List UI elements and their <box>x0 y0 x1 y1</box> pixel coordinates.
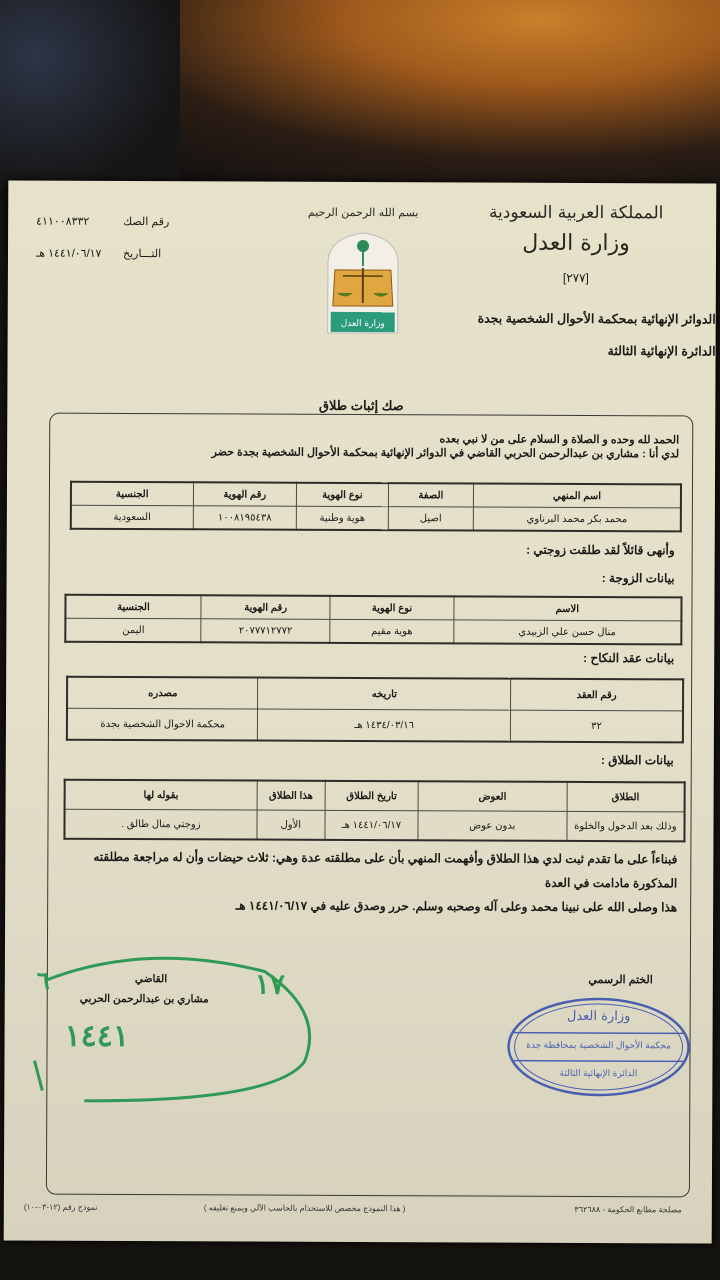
background-carpet-dark <box>0 0 180 190</box>
cell: هوية وطنية <box>297 506 389 530</box>
ruling-text-continued: المذكورة مادامت في العدة <box>544 875 678 891</box>
form-usage-notice: ( هذا النموذج مخصص للاستخدام بالحاسب الآلي ويمنع تغليفه ) <box>203 1203 406 1214</box>
cell: منال حسن علي الزبيدي <box>453 620 681 644</box>
header-cell: رقم الهوية <box>201 595 330 619</box>
cell: ١٤٤١/٠٦/١٧ هـ <box>325 810 418 840</box>
cell: محكمة الاحوال الشخصية بجدة <box>67 708 258 740</box>
marriage-contract-table <box>66 676 684 744</box>
date-label: التـــاريخ <box>122 247 162 261</box>
wife-table <box>64 594 682 646</box>
cell: ١٠٠٨١٩٥٤٣٨ <box>193 506 297 530</box>
cell: اليمن <box>65 618 201 642</box>
header-cell: العوض <box>418 781 567 811</box>
ministry-title: وزارة العدل <box>522 230 630 257</box>
kingdom-title: المملكة العربية السعودية <box>488 202 664 224</box>
table-row <box>64 809 684 841</box>
wife-section-heading: بيانات الزوجة : <box>601 571 675 586</box>
deed-date: ١٤٤١/٠٦/١٧ هـ <box>35 247 102 260</box>
document-title: صك إثبات طلاق <box>318 397 404 414</box>
cell: اصيل <box>388 507 473 531</box>
form-code: [٢٧٧] <box>562 270 589 285</box>
judge-line: لدي أنا : مشاري بن عبدالرحمن الحربي القاضي في الدوائر الإنهائية بمحكمة الأحوال الشخصية بجدة حضر <box>211 446 680 461</box>
basmala: بسم الله الرحمن الرحيم <box>307 205 419 220</box>
header-cell: اسم المنهي <box>474 483 681 507</box>
divorce-table <box>63 779 685 843</box>
closing-text: هذا وصلى الله على نبينا محمد وعلى آله وصحبه وسلم. حرر وصدق عليه في ١٤٤١/٠٦/١٧ هـ <box>235 898 678 915</box>
table-row <box>71 505 681 531</box>
table-row <box>67 708 683 742</box>
deed-number-label: رقم الصك <box>123 215 170 229</box>
ruling-block <box>37 845 677 920</box>
circuit-name: الدائرة الإنهائية الثالثة <box>607 344 716 359</box>
opening-text: الحمد لله وحده و الصلاة و السلام على من لا نبي بعده <box>439 433 680 447</box>
header-cell: هذا الطلاق <box>257 781 325 811</box>
handwritten-year: ١٤٤١ <box>64 1019 130 1053</box>
printer-note: مصلحة مطابع الحكومة - ٣٦٢٦٨٨ <box>574 1204 682 1215</box>
cell: هوية مقيم <box>330 619 453 643</box>
cell: وذلك بعد الدخول والخلوة <box>567 811 685 841</box>
table-row <box>65 618 681 644</box>
header-cell: رقم العقد <box>511 679 684 711</box>
header-cell: تاريخه <box>258 678 511 711</box>
ministry-logo <box>323 228 403 338</box>
header-cell: الصفة <box>388 483 473 507</box>
divorce-section-heading: بيانات الطلاق : <box>600 753 674 768</box>
logo-text: وزارة العدل <box>340 318 385 330</box>
cell: ٣٢ <box>510 710 683 742</box>
header-cell: بقوله لها <box>65 780 257 810</box>
seal-line-1: وزارة العدل <box>566 1008 631 1025</box>
husband-table <box>70 481 682 533</box>
intro-block <box>39 431 679 462</box>
official-seal-stamp <box>504 995 692 1100</box>
seal-line-2: محكمة الأحوال الشخصية بمحافظة جدة <box>526 1039 671 1051</box>
cell: بدون عوض <box>418 811 567 841</box>
cell: الأول <box>257 810 325 840</box>
header-cell: الجنسية <box>65 595 201 619</box>
ruling-text: فبناءاً على ما تقدم ثبت لدي هذا الطلاق وأفهمت المنهي بأن على مطلقته عدة وهي: ثلاث حيضات وأن له مراجعة مطلقته <box>93 849 678 867</box>
official-seal-label: الختم الرسمي <box>588 973 653 987</box>
header-cell: رقم الهوية <box>193 482 297 506</box>
header-cell: تاريخ الطلاق <box>325 781 418 811</box>
cell: ٢٠٧٧٧١٢٧٧٢ <box>201 619 330 643</box>
deed-number: ٤١١٠٠٨٣٣٢ <box>36 215 90 228</box>
header-cell: نوع الهوية <box>330 596 453 620</box>
handwritten-day: ١٧ <box>254 968 285 1000</box>
header-cell: الجنسية <box>71 482 193 506</box>
judge-title: القاضي <box>134 973 168 986</box>
form-number: نموذج رقم (١٢-٠٣-١٠) <box>23 1202 98 1212</box>
cell: ١٤٣٤/٠٣/١٦ هـ <box>258 709 511 742</box>
cell: السعودية <box>71 505 193 529</box>
contract-section-heading: بيانات عقد النكاح : <box>583 650 675 666</box>
divorce-deed-document <box>4 180 717 1243</box>
header-cell: مصدره <box>67 677 258 709</box>
cell: محمد بكر محمد البرناوي <box>473 507 680 531</box>
court-name: الدوائر الإنهائية بمحكمة الأحوال الشخصية بجدة <box>477 311 716 327</box>
statement-text: وأنهى قائلاً لقد طلقت زوجتي : <box>526 542 675 558</box>
header-cell: الاسم <box>453 596 681 620</box>
judge-name: مشاري بن عبدالرحمن الحربي <box>79 992 209 1006</box>
seal-line-3: الدائرة الإنهائية الثالثة <box>559 1067 638 1079</box>
header-cell: نوع الهوية <box>297 483 389 507</box>
handwritten-month: ٦ <box>36 967 50 995</box>
cell: زوجتي منال طالق . <box>64 809 256 839</box>
header-cell: الطلاق <box>567 782 685 812</box>
